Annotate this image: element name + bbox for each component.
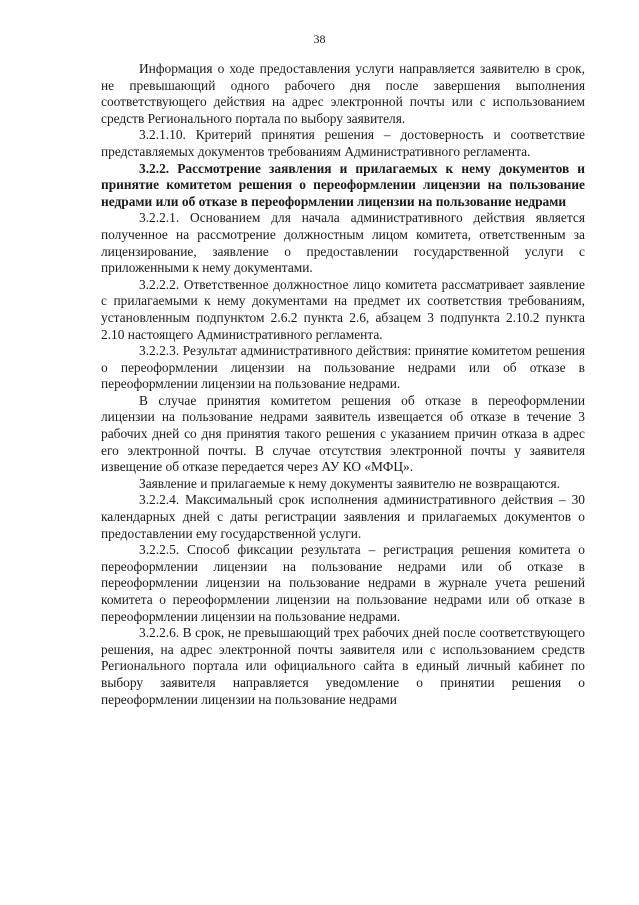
- paragraph-documents-not-returned: Заявление и прилагаемые к нему документы заявителю не возвращаются.: [139, 475, 561, 491]
- paragraph-info-delivery: Информация о ходе предоставления услуги направляется заявителю в срок, не превышающий одного рабочего дня после завершения выполнения соответствующего действия на адрес электронной почты или с использованием средств Регионального портала по выбору заявителя.: [101, 61, 585, 126]
- paragraph-refusal-notice: В случае принятия комитетом решения об отказе в переоформлении лицензии на пользование недрами заявитель извещается об отказе в течение 3 рабочих дней со дня принятия такого решения с указанием причин отказа в адрес его электронной почты. В случае отсутствия электронной почты у заявителя извещение об отказе передается через АУ КО «МФЦ».: [101, 392, 585, 475]
- paragraph-3-2-2-5: 3.2.2.5. Способ фиксации результата – регистрация решения комитета о переоформлении лицензии на пользование недрами или об отказе в переоформлении лицензии на пользование недрами в журнале учета решений комитета о переоформлении лицензии на пользование недрами или об отказе в переоформлении лицензии на пользование недрами.: [101, 542, 585, 624]
- section-heading-3-2-2: 3.2.2. Рассмотрение заявления и прилагаемых к нему документов и принятие комитетом решения о переоформлении лицензии на пользование недрами или об отказе в переоформлении лицензии на пользование недрами: [101, 160, 585, 209]
- paragraph-3-2-2-3: 3.2.2.3. Результат административного действия: принятие комитетом решения о переоформлении лицензии на пользование недрами или об отказе в переоформлении лицензии на пользование недрами.: [101, 343, 585, 392]
- page-number: 38: [313, 32, 326, 46]
- paragraph-3-2-2-6: 3.2.2.6. В срок, не превышающий трех рабочих дней после соответствующего решения, на адрес электронной почты заявителя или с использованием средств Регионального портала или официального сайта в единый личный кабинет по выбору заявителя направляется уведомление о принятии решения о переоформлении лицензии на пользование недрами: [101, 625, 585, 707]
- paragraph-3-2-2-4: 3.2.2.4. Максимальный срок исполнения административного действия – 30 календарных дней с даты регистрации заявления и прилагаемых документов о предоставлении ему государственной услуги.: [101, 492, 585, 541]
- document-body: [101, 61, 585, 708]
- paragraph-3-2-1-10: 3.2.1.10. Критерий принятия решения – достоверность и соответствие представляемых документов требованиям Административного регламента.: [101, 127, 585, 159]
- paragraph-3-2-2-2: 3.2.2.2. Ответственное должностное лицо комитета рассматривает заявление с прилагаемыми к нему документами на предмет их соответствия требованиям, установленным подпунктом 2.6.2 пункта 2.6, абзацем 3 подпункта 2.10.2 пункта 2.10 настоящего Административного регламента.: [101, 276, 585, 342]
- paragraph-3-2-2-1: 3.2.2.1. Основанием для начала административного действия является полученное на рассмотрение должностным лицом комитета, ответственным за лицензирование, заявление о предоставлении государственной услуги с приложенными к нему документами.: [101, 210, 585, 276]
